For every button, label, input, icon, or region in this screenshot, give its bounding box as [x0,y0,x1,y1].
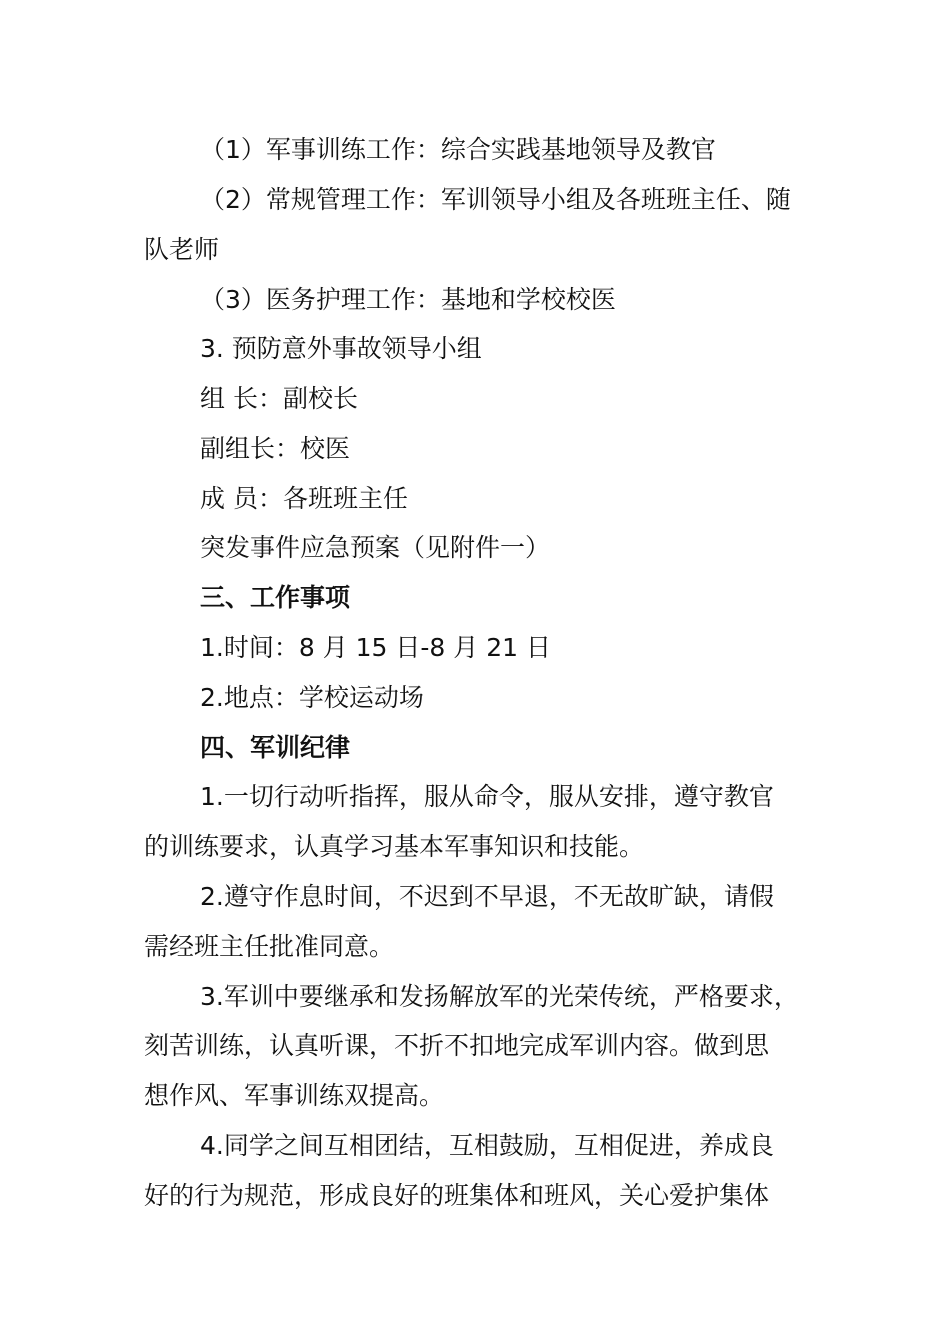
text-line: 1.一切行动听指挥，服从命令，服从安排，遵守教官 [200,782,774,811]
section-heading: 四、军训纪律 [200,733,351,762]
text-line: 想作风、军事训练双提高。 [144,1081,445,1110]
text-line: 的训练要求，认真学习基本军事知识和技能。 [144,832,645,861]
text-line: 1.时间：8 月 15 日-8 月 21 日 [200,633,551,662]
text-line: （1）军事训练工作：综合实践基地领导及教官 [200,135,716,164]
section-heading: 三、工作事项 [200,583,351,612]
text-line: 4.同学之间互相团结，互相鼓励，互相促进，养成良 [200,1131,774,1160]
text-line: 刻苦训练，认真听课，不折不扣地完成军训内容。做到思 [144,1031,770,1060]
text-line: 组 长：副校长 [200,384,358,413]
text-line: 好的行为规范，形成良好的班集体和班风，关心爱护集体 [144,1181,770,1210]
text-line: 3. 预防意外事故领导小组 [200,334,482,363]
text-line: 2.地点：学校运动场 [200,683,424,712]
text-line: 2.遵守作息时间，不迟到不早退，不无故旷缺，请假 [200,882,774,911]
text-line: （3）医务护理工作：基地和学校校医 [200,285,616,314]
text-line: 需经班主任批准同意。 [144,932,395,961]
text-line: 突发事件应急预案（见附件一） [200,533,551,562]
text-line: （2）常规管理工作：军训领导小组及各班班主任、随 [200,185,791,214]
text-line: 成 员：各班班主任 [200,484,408,513]
text-line: 队老师 [144,235,220,264]
text-line: 3.军训中要继承和发扬解放军的光荣传统，严格要求， [200,982,799,1011]
text-line: 副组长：校医 [200,434,351,463]
